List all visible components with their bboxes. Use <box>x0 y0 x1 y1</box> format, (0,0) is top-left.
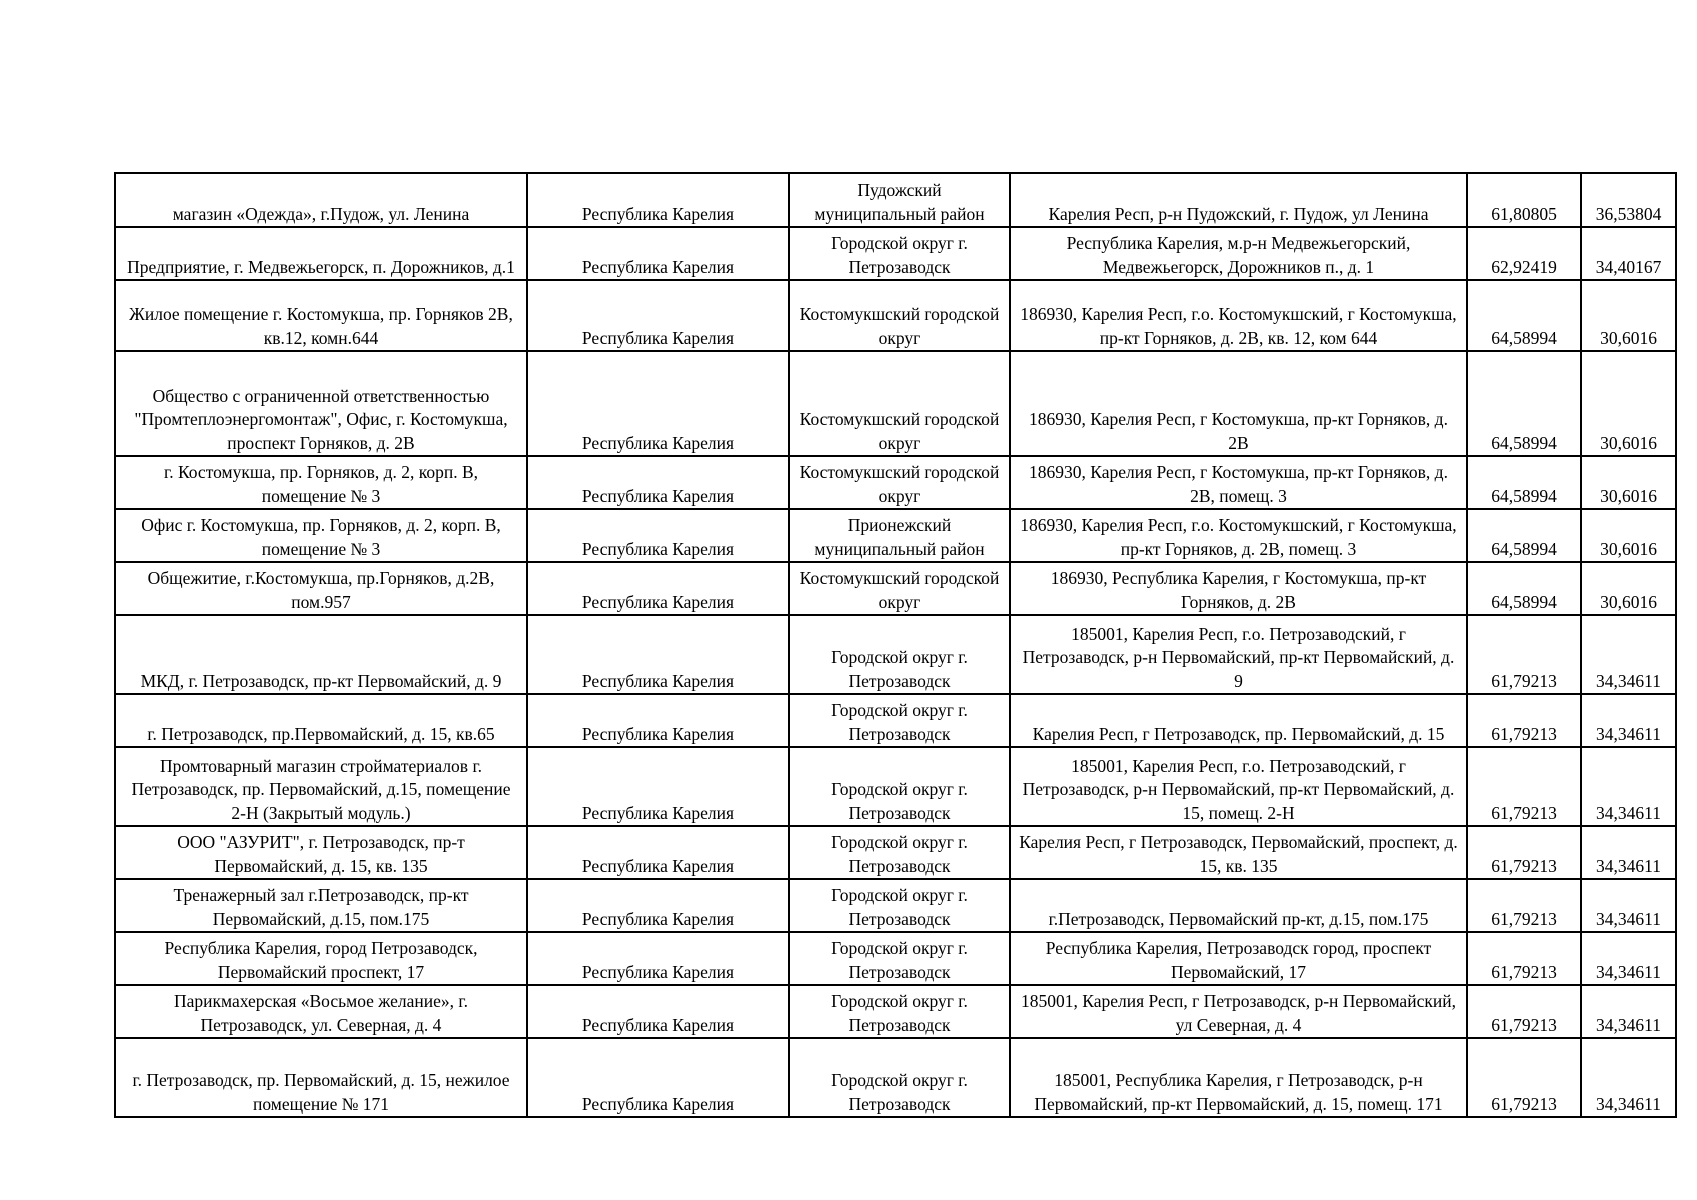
table-row <box>115 509 1676 562</box>
region-cell: Республика Карелия <box>527 747 789 826</box>
object-name-cell: Жилое помещение г. Костомукша, пр. Горняков 2В, кв.12, комн.644 <box>115 280 527 351</box>
object-name-cell: Парикмахерская «Восьмое желание», г. Петрозаводск, ул. Северная, д. 4 <box>115 985 527 1038</box>
address-cell: Карелия Респ, г Петрозаводск, Первомайский, проспект, д. 15, кв. 135 <box>1010 826 1467 879</box>
region-cell: Республика Карелия <box>527 985 789 1038</box>
latitude-cell: 61,79213 <box>1467 747 1581 826</box>
district-cell: Городской округ г. Петрозаводск <box>789 826 1010 879</box>
address-cell: 186930, Карелия Респ, г.о. Костомукшский, г Костомукша, пр-кт Горняков, д. 2В, кв. 12, ком 644 <box>1010 280 1467 351</box>
district-cell: Городской округ г. Петрозаводск <box>789 985 1010 1038</box>
region-cell: Республика Карелия <box>527 1038 789 1117</box>
region-cell: Республика Карелия <box>527 351 789 456</box>
latitude-cell: 64,58994 <box>1467 562 1581 615</box>
region-cell: Республика Карелия <box>527 879 789 932</box>
address-table-body <box>115 173 1676 1117</box>
region-cell: Республика Карелия <box>527 932 789 985</box>
address-cell: Республика Карелия, м.р-н Медвежьегорский, Медвежьегорск, Дорожников п., д. 1 <box>1010 227 1467 280</box>
address-cell: 186930, Карелия Респ, г Костомукша, пр-кт Горняков, д. 2В <box>1010 351 1467 456</box>
table-row <box>115 173 1676 227</box>
table-row <box>115 694 1676 747</box>
district-cell: Пудожский муниципальный район <box>789 173 1010 227</box>
region-cell: Республика Карелия <box>527 456 789 509</box>
district-cell: Городской округ г. Петрозаводск <box>789 932 1010 985</box>
address-cell: Карелия Респ, р-н Пудожский, г. Пудож, ул Ленина <box>1010 173 1467 227</box>
object-name-cell: Промтоварный магазин стройматериалов г. Петрозаводск, пр. Первомайский, д.15, помещение 2-Н (Закрытый модуль.) <box>115 747 527 826</box>
table-row <box>115 826 1676 879</box>
address-cell: 186930, Карелия Респ, г.о. Костомукшский, г Костомукша, пр-кт Горняков, д. 2В, помещ. 3 <box>1010 509 1467 562</box>
district-cell: Городской округ г. Петрозаводск <box>789 747 1010 826</box>
address-cell: г.Петрозаводск, Первомайский пр-кт, д.15, пом.175 <box>1010 879 1467 932</box>
latitude-cell: 64,58994 <box>1467 280 1581 351</box>
region-cell: Республика Карелия <box>527 173 789 227</box>
latitude-cell: 61,79213 <box>1467 694 1581 747</box>
longitude-cell: 34,34611 <box>1581 615 1676 694</box>
latitude-cell: 61,79213 <box>1467 879 1581 932</box>
district-cell: Городской округ г. Петрозаводск <box>789 879 1010 932</box>
address-cell: 185001, Карелия Респ, г.о. Петрозаводский, г Петрозаводск, р-н Первомайский, пр-кт Первомайский, д. 9 <box>1010 615 1467 694</box>
district-cell: Костомукшский городской округ <box>789 351 1010 456</box>
address-cell: 185001, Республика Карелия, г Петрозаводск, р-н Первомайский, пр-кт Первомайский, д. 15, помещ. 171 <box>1010 1038 1467 1117</box>
address-cell: 186930, Карелия Респ, г Костомукша, пр-кт Горняков, д. 2В, помещ. 3 <box>1010 456 1467 509</box>
latitude-cell: 64,58994 <box>1467 509 1581 562</box>
object-name-cell: Тренажерный зал г.Петрозаводск, пр-кт Первомайский, д.15, пом.175 <box>115 879 527 932</box>
object-name-cell: Офис г. Костомукша, пр. Горняков, д. 2, корп. В, помещение № 3 <box>115 509 527 562</box>
address-cell: 185001, Карелия Респ, г Петрозаводск, р-н Первомайский, ул Северная, д. 4 <box>1010 985 1467 1038</box>
longitude-cell: 36,53804 <box>1581 173 1676 227</box>
longitude-cell: 34,34611 <box>1581 985 1676 1038</box>
district-cell: Городской округ г. Петрозаводск <box>789 694 1010 747</box>
latitude-cell: 62,92419 <box>1467 227 1581 280</box>
address-cell: 185001, Карелия Респ, г.о. Петрозаводский, г Петрозаводск, р-н Первомайский, пр-кт Первомайский, д. 15, помещ. 2-Н <box>1010 747 1467 826</box>
district-cell: Прионежский муниципальный район <box>789 509 1010 562</box>
table-row <box>115 932 1676 985</box>
district-cell: Костомукшский городской округ <box>789 280 1010 351</box>
longitude-cell: 34,34611 <box>1581 826 1676 879</box>
longitude-cell: 30,6016 <box>1581 509 1676 562</box>
latitude-cell: 64,58994 <box>1467 351 1581 456</box>
longitude-cell: 34,40167 <box>1581 227 1676 280</box>
object-name-cell: г. Петрозаводск, пр. Первомайский, д. 15, нежилое помещение № 171 <box>115 1038 527 1117</box>
table-row <box>115 985 1676 1038</box>
object-name-cell: магазин «Одежда», г.Пудож, ул. Ленина <box>115 173 527 227</box>
latitude-cell: 61,79213 <box>1467 1038 1581 1117</box>
longitude-cell: 34,34611 <box>1581 1038 1676 1117</box>
region-cell: Республика Карелия <box>527 280 789 351</box>
object-name-cell: МКД, г. Петрозаводск, пр-кт Первомайский, д. 9 <box>115 615 527 694</box>
object-name-cell: г. Петрозаводск, пр.Первомайский, д. 15, кв.65 <box>115 694 527 747</box>
longitude-cell: 30,6016 <box>1581 456 1676 509</box>
table-row <box>115 747 1676 826</box>
table-row <box>115 280 1676 351</box>
longitude-cell: 34,34611 <box>1581 694 1676 747</box>
address-cell: 186930, Республика Карелия, г Костомукша, пр-кт Горняков, д. 2В <box>1010 562 1467 615</box>
table-row <box>115 456 1676 509</box>
region-cell: Республика Карелия <box>527 826 789 879</box>
district-cell: Городской округ г. Петрозаводск <box>789 1038 1010 1117</box>
object-name-cell: ООО "АЗУРИТ", г. Петрозаводск, пр-т Первомайский, д. 15, кв. 135 <box>115 826 527 879</box>
address-cell: Республика Карелия, Петрозаводск город, проспект Первомайский, 17 <box>1010 932 1467 985</box>
region-cell: Республика Карелия <box>527 509 789 562</box>
table-row <box>115 351 1676 456</box>
latitude-cell: 61,79213 <box>1467 615 1581 694</box>
region-cell: Республика Карелия <box>527 227 789 280</box>
object-name-cell: г. Костомукша, пр. Горняков, д. 2, корп. В, помещение № 3 <box>115 456 527 509</box>
longitude-cell: 30,6016 <box>1581 351 1676 456</box>
latitude-cell: 61,79213 <box>1467 826 1581 879</box>
region-cell: Республика Карелия <box>527 562 789 615</box>
district-cell: Городской округ г. Петрозаводск <box>789 227 1010 280</box>
district-cell: Городской округ г. Петрозаводск <box>789 615 1010 694</box>
district-cell: Костомукшский городской округ <box>789 456 1010 509</box>
latitude-cell: 64,58994 <box>1467 456 1581 509</box>
district-cell: Костомукшский городской округ <box>789 562 1010 615</box>
table-row <box>115 615 1676 694</box>
latitude-cell: 61,80805 <box>1467 173 1581 227</box>
address-cell: Карелия Респ, г Петрозаводск, пр. Первомайский, д. 15 <box>1010 694 1467 747</box>
object-name-cell: Общество с ограниченной ответственностью "Промтеплоэнергомонтаж", Офис, г. Костомукша, проспект Горняков, д. 2В <box>115 351 527 456</box>
longitude-cell: 34,34611 <box>1581 747 1676 826</box>
latitude-cell: 61,79213 <box>1467 985 1581 1038</box>
address-table <box>114 172 1677 1118</box>
object-name-cell: Предприятие, г. Медвежьегорск, п. Дорожников, д.1 <box>115 227 527 280</box>
table-row <box>115 1038 1676 1117</box>
table-row <box>115 562 1676 615</box>
longitude-cell: 30,6016 <box>1581 280 1676 351</box>
region-cell: Республика Карелия <box>527 615 789 694</box>
table-row <box>115 227 1676 280</box>
table-row <box>115 879 1676 932</box>
latitude-cell: 61,79213 <box>1467 932 1581 985</box>
longitude-cell: 30,6016 <box>1581 562 1676 615</box>
object-name-cell: Общежитие, г.Костомукша, пр.Горняков, д.2В, пом.957 <box>115 562 527 615</box>
longitude-cell: 34,34611 <box>1581 932 1676 985</box>
object-name-cell: Республика Карелия, город Петрозаводск, Первомайский проспект, 17 <box>115 932 527 985</box>
region-cell: Республика Карелия <box>527 694 789 747</box>
longitude-cell: 34,34611 <box>1581 879 1676 932</box>
